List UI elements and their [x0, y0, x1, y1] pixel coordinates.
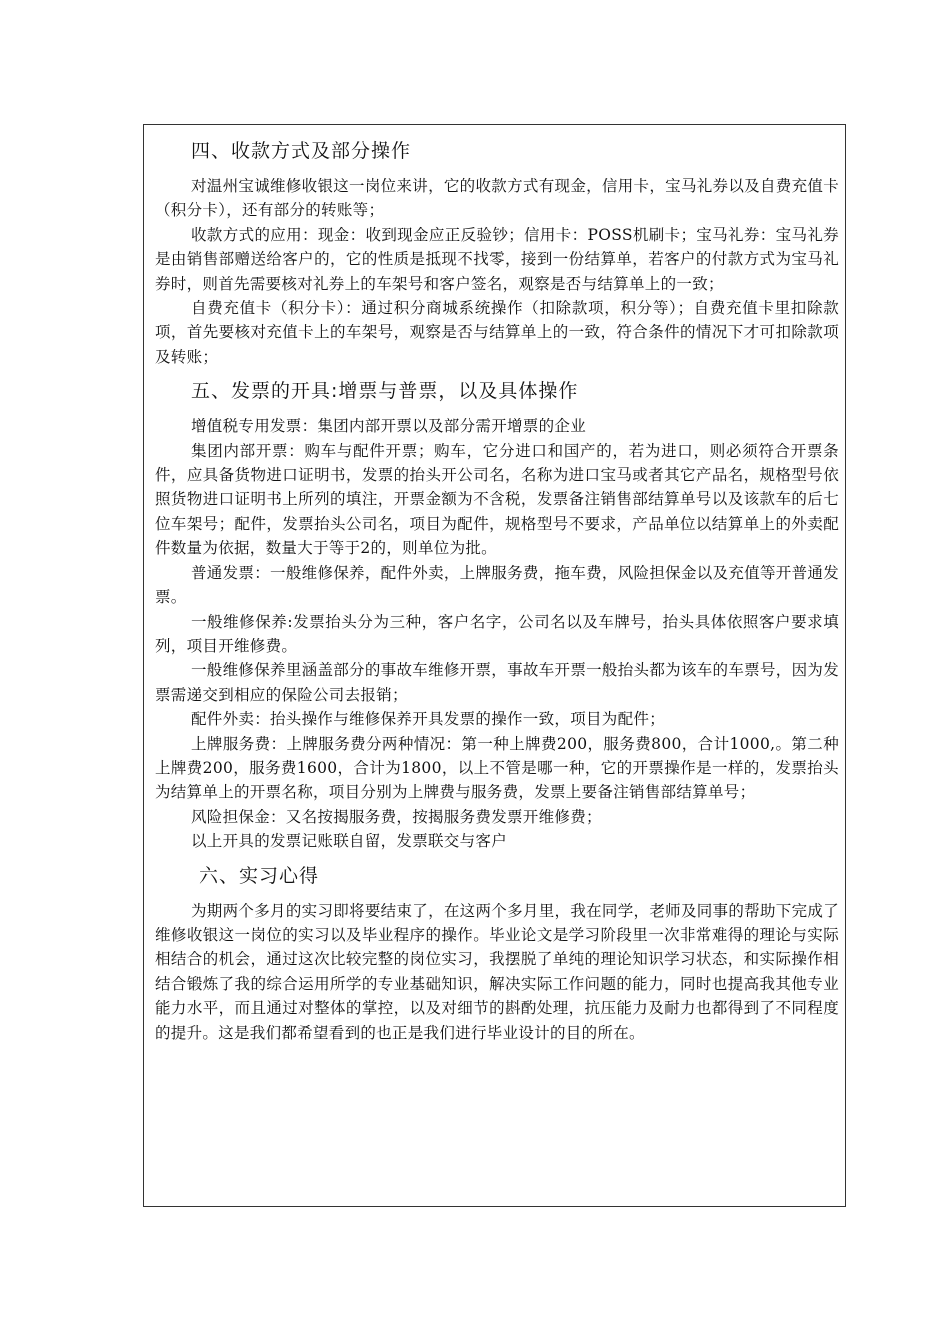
document-frame	[143, 124, 846, 1207]
invoice-paragraph: 增值税专用发票：集团内部开票以及部分需开增票的企业	[191, 417, 587, 436]
invoice-paragraph: 集团内部开票：购车与配件开票；购车，它分进口和国产的，若为进口，则必须符合开票条件，应具备货物进口证明书，发票的抬头开公司名，名称为进口宝马或者其它产品名，规格型号依照货物进口证明书上所列的填注，开票金额为不含税，发票备注销售部结算单号以及该款车的后七位车架号；配件，发票抬头公司名，项目为配件，规格型号不要求，产品单位以结算单上的外卖配件数量为依据，数量大于等于2的，则单位为批。	[155, 441, 839, 558]
invoice-paragraph: 一般维修保养:发票抬头分为三种，客户名字，公司名以及车牌号，抬头具体依照客户要求填列，项目开维修费。	[155, 612, 839, 655]
invoice-paragraph: 以上开具的发票记账联自留，发票联交与客户	[191, 832, 508, 851]
invoice-paragraph: 上牌服务费：上牌服务费分两种情况：第一种上牌费200，服务费800，合计1000,。第二种上牌费200，服务费1600，合计为1800，以上不管是哪一种，它的开票操作是一样的，发票抬头为结算单上的开票名称，项目分别为上牌费与服务费，发票上要备注销售部结算单号；	[155, 734, 839, 802]
payment-paragraph: 收款方式的应用：现金：收到现金应正反验钞；信用卡：POSS机刷卡；宝马礼券：宝马礼券是由销售部赠送给客户的，它的性质是抵现不找零，接到一份结算单，若客户的付款方式为宝马礼券时，则首先需要核对礼券上的车架号和客户签名，观察是否与结算单上的一致；	[155, 225, 839, 293]
section-heading-payment: 四、收款方式及部分操作	[191, 140, 412, 162]
invoice-paragraph: 配件外卖：抬头操作与维修保养开具发票的操作一致，项目为配件；	[191, 710, 666, 729]
invoice-paragraph: 普通发票：一般维修保养，配件外卖，上牌服务费，拖车费，风险担保金以及充值等开普通发票。	[155, 563, 839, 607]
section-heading-invoice: 五、发票的开具:增票与普票，以及具体操作	[191, 380, 579, 403]
section-heading-reflection: 六、实习心得	[199, 864, 320, 887]
payment-paragraph: 对温州宝诚维修收银这一岗位来讲，它的收款方式有现金，信用卡，宝马礼券以及自费充值卡（积分卡），还有部分的转账等；	[155, 177, 839, 220]
invoice-paragraph: 一般维修保养里涵盖部分的事故车维修开票，事故车开票一般抬头都为该车的车票号，因为发票需递交到相应的保险公司去报销；	[155, 661, 839, 704]
payment-paragraph: 自费充值卡（积分卡）：通过积分商城系统操作（扣除款项，积分等）；自费充值卡里扣除款项，首先要核对充值卡上的车架号，观察是否与结算单上的一致，符合条件的情况下才可扣除款项及转账；	[155, 299, 839, 366]
reflection-paragraph: 为期两个多月的实习即将要结束了，在这两个多月里，我在同学，老师及同事的帮助下完成了维修收银这一岗位的实习以及毕业程序的操作。毕业论文是学习阶段里一次非常难得的理论与实际相结合的机会，通过这次比较完整的岗位实习，我摆脱了单纯的理论知识学习状态，和实际操作相结合锻炼了我的综合运用所学的专业基础知识，解决实际工作问题的能力，同时也提高我其他专业能力水平，而且通过对整体的掌控，以及对细节的斟酌处理，抗压能力及耐力也都得到了不同程度的提升。这是我们都希望看到的也正是我们进行毕业设计的目的所在。	[155, 901, 839, 1042]
invoice-paragraph: 风险担保金：又名按揭服务费，按揭服务费发票开维修费；	[191, 807, 602, 826]
document-content	[155, 133, 839, 1045]
